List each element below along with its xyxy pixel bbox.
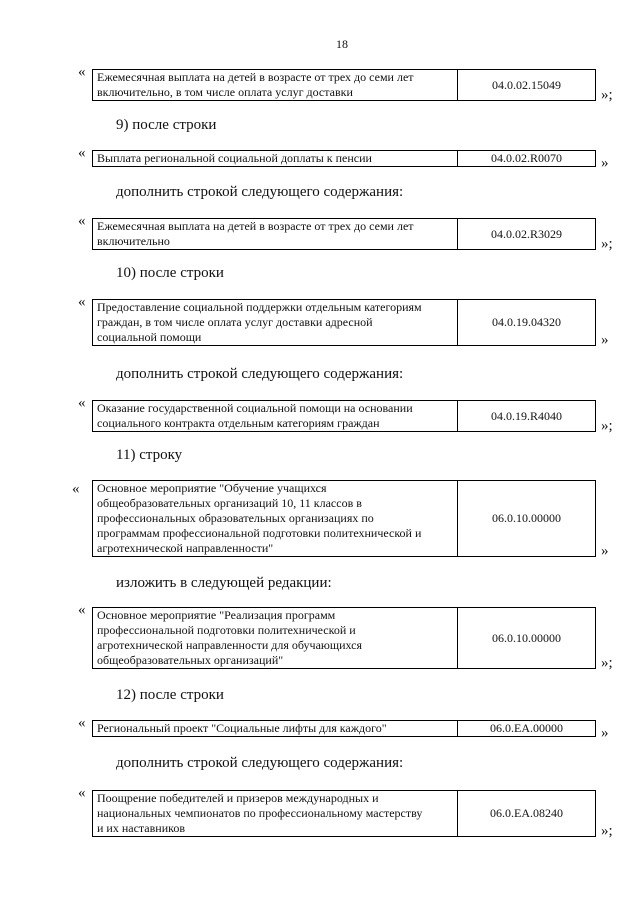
table-row xyxy=(92,720,596,737)
instruction-text: дополнить строкой следующего содержания: xyxy=(116,366,404,382)
table-row-block xyxy=(0,602,640,671)
opening-quote: « xyxy=(78,785,86,801)
row-name-cell: Ежемесячная выплата на детей в возрасте от трех до семи лет включительно, в том числе оплата услуг доставки xyxy=(93,70,458,100)
closing-quote: » xyxy=(601,332,609,348)
instruction-text: дополнить строкой следующего содержания: xyxy=(116,184,404,200)
table-row-block xyxy=(0,785,640,839)
row-name-cell: Основное мероприятие "Реализация программ профессиональной подготовки политехнической и агротехнической направленности для обучающихся общеобразовательных организаций" xyxy=(93,608,458,668)
instruction-text: 9) после строки xyxy=(116,117,217,133)
table-row xyxy=(92,150,596,167)
closing-quote: » xyxy=(601,155,609,171)
row-code-cell: 04.0.02.15049 xyxy=(492,77,561,92)
page-number: 18 xyxy=(336,37,348,51)
table-row-block xyxy=(0,213,640,252)
table-row xyxy=(92,400,596,432)
row-name-cell: Основное мероприятие "Обучение учащихся общеобразовательных организаций 10, 11 классов в профессиональных образовательных организациях по программам профессиональной подготовки политехнической и агротехнической направленности" xyxy=(93,481,458,556)
table-row-block xyxy=(0,395,640,434)
opening-quote: « xyxy=(78,395,86,411)
table-row xyxy=(92,480,596,557)
closing-quote: »; xyxy=(601,655,613,671)
row-name-cell: Поощрение победителей и призеров международных и национальных чемпионатов по профессиональному мастерству и их наставников xyxy=(93,791,458,836)
table-row-block xyxy=(0,145,640,171)
opening-quote: « xyxy=(78,64,86,80)
instruction-text: дополнить строкой следующего содержания: xyxy=(116,755,404,771)
table-row-block xyxy=(0,480,640,557)
row-name-cell: Региональный проект "Социальные лифты для каждого" xyxy=(93,721,458,736)
row-code-cell: 04.0.02.R3029 xyxy=(490,226,562,241)
instruction-text: 12) после строки xyxy=(116,687,224,703)
table-row xyxy=(92,299,596,346)
closing-quote: » xyxy=(601,725,609,741)
opening-quote: « xyxy=(72,481,80,497)
closing-quote: »; xyxy=(601,418,613,434)
closing-quote: »; xyxy=(601,87,613,103)
row-code-cell: 04.0.19.04320 xyxy=(492,315,561,329)
instruction-text: 11) строку xyxy=(116,447,183,463)
row-name-cell: Ежемесячная выплата на детей в возрасте от трех до семи лет включительно xyxy=(93,219,458,249)
opening-quote: « xyxy=(78,294,86,310)
table-row-block xyxy=(0,294,640,348)
instruction-text: изложить в следующей редакции: xyxy=(116,575,332,591)
row-code-cell: 04.0.19.R4040 xyxy=(490,408,562,423)
table-row xyxy=(92,790,596,837)
row-name-cell: Оказание государственной социальной помощи на основании социального контракта отдельным категориям граждан xyxy=(93,401,458,431)
row-code-cell: 06.0.EA.00000 xyxy=(490,721,563,735)
row-code-cell: 06.0.EA.08240 xyxy=(490,806,563,820)
opening-quote: « xyxy=(78,213,86,229)
instruction-text: 10) после строки xyxy=(116,265,224,281)
closing-quote: »; xyxy=(601,236,613,252)
row-name-cell: Выплата региональной социальной доплаты к пенсии xyxy=(93,151,458,166)
row-name-cell: Предоставление социальной поддержки отдельным категориям граждан, в том числе оплата услуг доставки адресной социальной помощи xyxy=(93,300,458,345)
closing-quote: » xyxy=(601,543,609,559)
row-code-cell: 06.0.10.00000 xyxy=(492,630,561,645)
table-row xyxy=(92,607,596,669)
opening-quote: « xyxy=(78,715,86,731)
table-row-block xyxy=(0,715,640,741)
closing-quote: »; xyxy=(601,823,613,839)
opening-quote: « xyxy=(78,145,86,161)
table-row xyxy=(92,69,596,101)
row-code-cell: 04.0.02.R0070 xyxy=(490,151,562,165)
table-row xyxy=(92,218,596,250)
row-code-cell: 06.0.10.00000 xyxy=(492,511,561,525)
table-row-block xyxy=(0,64,640,103)
opening-quote: « xyxy=(78,602,86,618)
